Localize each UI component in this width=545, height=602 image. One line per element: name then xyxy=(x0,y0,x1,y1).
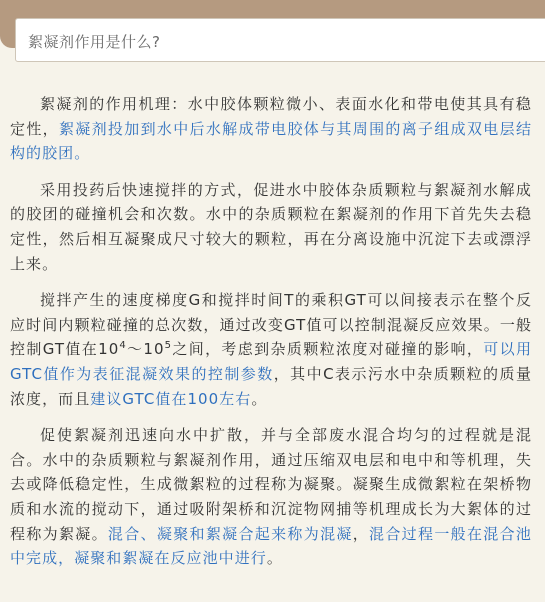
text: ，其中C表示污水中杂质颗粒的质量浓度，而且 xyxy=(10,364,533,408)
highlight-text: 絮凝剂投加到水中后水解成带电胶体与其周围的离子组成双电层结构的胶团。 xyxy=(10,119,533,163)
text: 搅拌产生的速度梯度G和搅拌时间T的乘积GT可以间接表示在整个反应时间内颗粒碰撞的总次数，通过改变GT值可以控制混凝反应效果。一般控制GT值在10 xyxy=(10,291,532,359)
text: 。 xyxy=(266,549,283,568)
paragraph-stirring xyxy=(10,178,532,276)
text: 采用投药后快速搅拌的方式，促进水中胶体杂质颗粒与絮凝剂水解成的胶团的碰撞机会和次数。水中的杂质颗粒在絮凝剂的作用下首先失去稳定性，然后相互凝聚成尺寸较大的颗粒，再在分离设施中沉淀下去或漂浮上来。 xyxy=(10,180,532,273)
highlight-text: 混合、凝聚和絮凝合起来称为混凝 xyxy=(107,524,353,543)
text: 絮凝剂的作用机理：水中胶体颗粒微小、表面水化和带电使其具有稳定性， xyxy=(10,95,532,138)
text: 促使絮凝剂迅速向水中扩散，并与全部废水混合均匀的过程就是混合。水中的杂质颗粒与絮凝剂作用，通过压缩双电层和电中和等机理，失去或降低稳定性，生成微絮粒的过程称为凝聚。凝聚生成微絮粒在架桥物质和水流的搅动下，通过吸附架桥和沉淀物网捕等机理成长为大絮体的过程称为絮凝。 xyxy=(10,426,532,543)
exponent: 5 xyxy=(164,340,173,352)
text: 。 xyxy=(251,389,268,408)
highlight-text: 建议GTC值在100左右 xyxy=(90,389,252,408)
question-title-card xyxy=(15,18,545,62)
paragraph-gt-value xyxy=(10,288,532,411)
question-title: 絮凝剂作用是什么? xyxy=(28,33,161,51)
paragraph-mechanism xyxy=(10,92,532,166)
text: ～10 xyxy=(126,340,165,359)
text: ， xyxy=(352,524,370,543)
paragraph-mixing xyxy=(10,423,532,571)
highlight-text: 可以用GTC值作为表征混凝效果的控制参数 xyxy=(10,340,533,383)
answer-content xyxy=(10,92,532,583)
highlight-text: 混合过程一般在混合池中完成，凝聚和絮凝在反应池中进行 xyxy=(10,524,532,568)
text: 之间，考虑到杂质颗粒浓度对碰撞的影响， xyxy=(172,340,484,359)
exponent: 4 xyxy=(119,340,127,352)
